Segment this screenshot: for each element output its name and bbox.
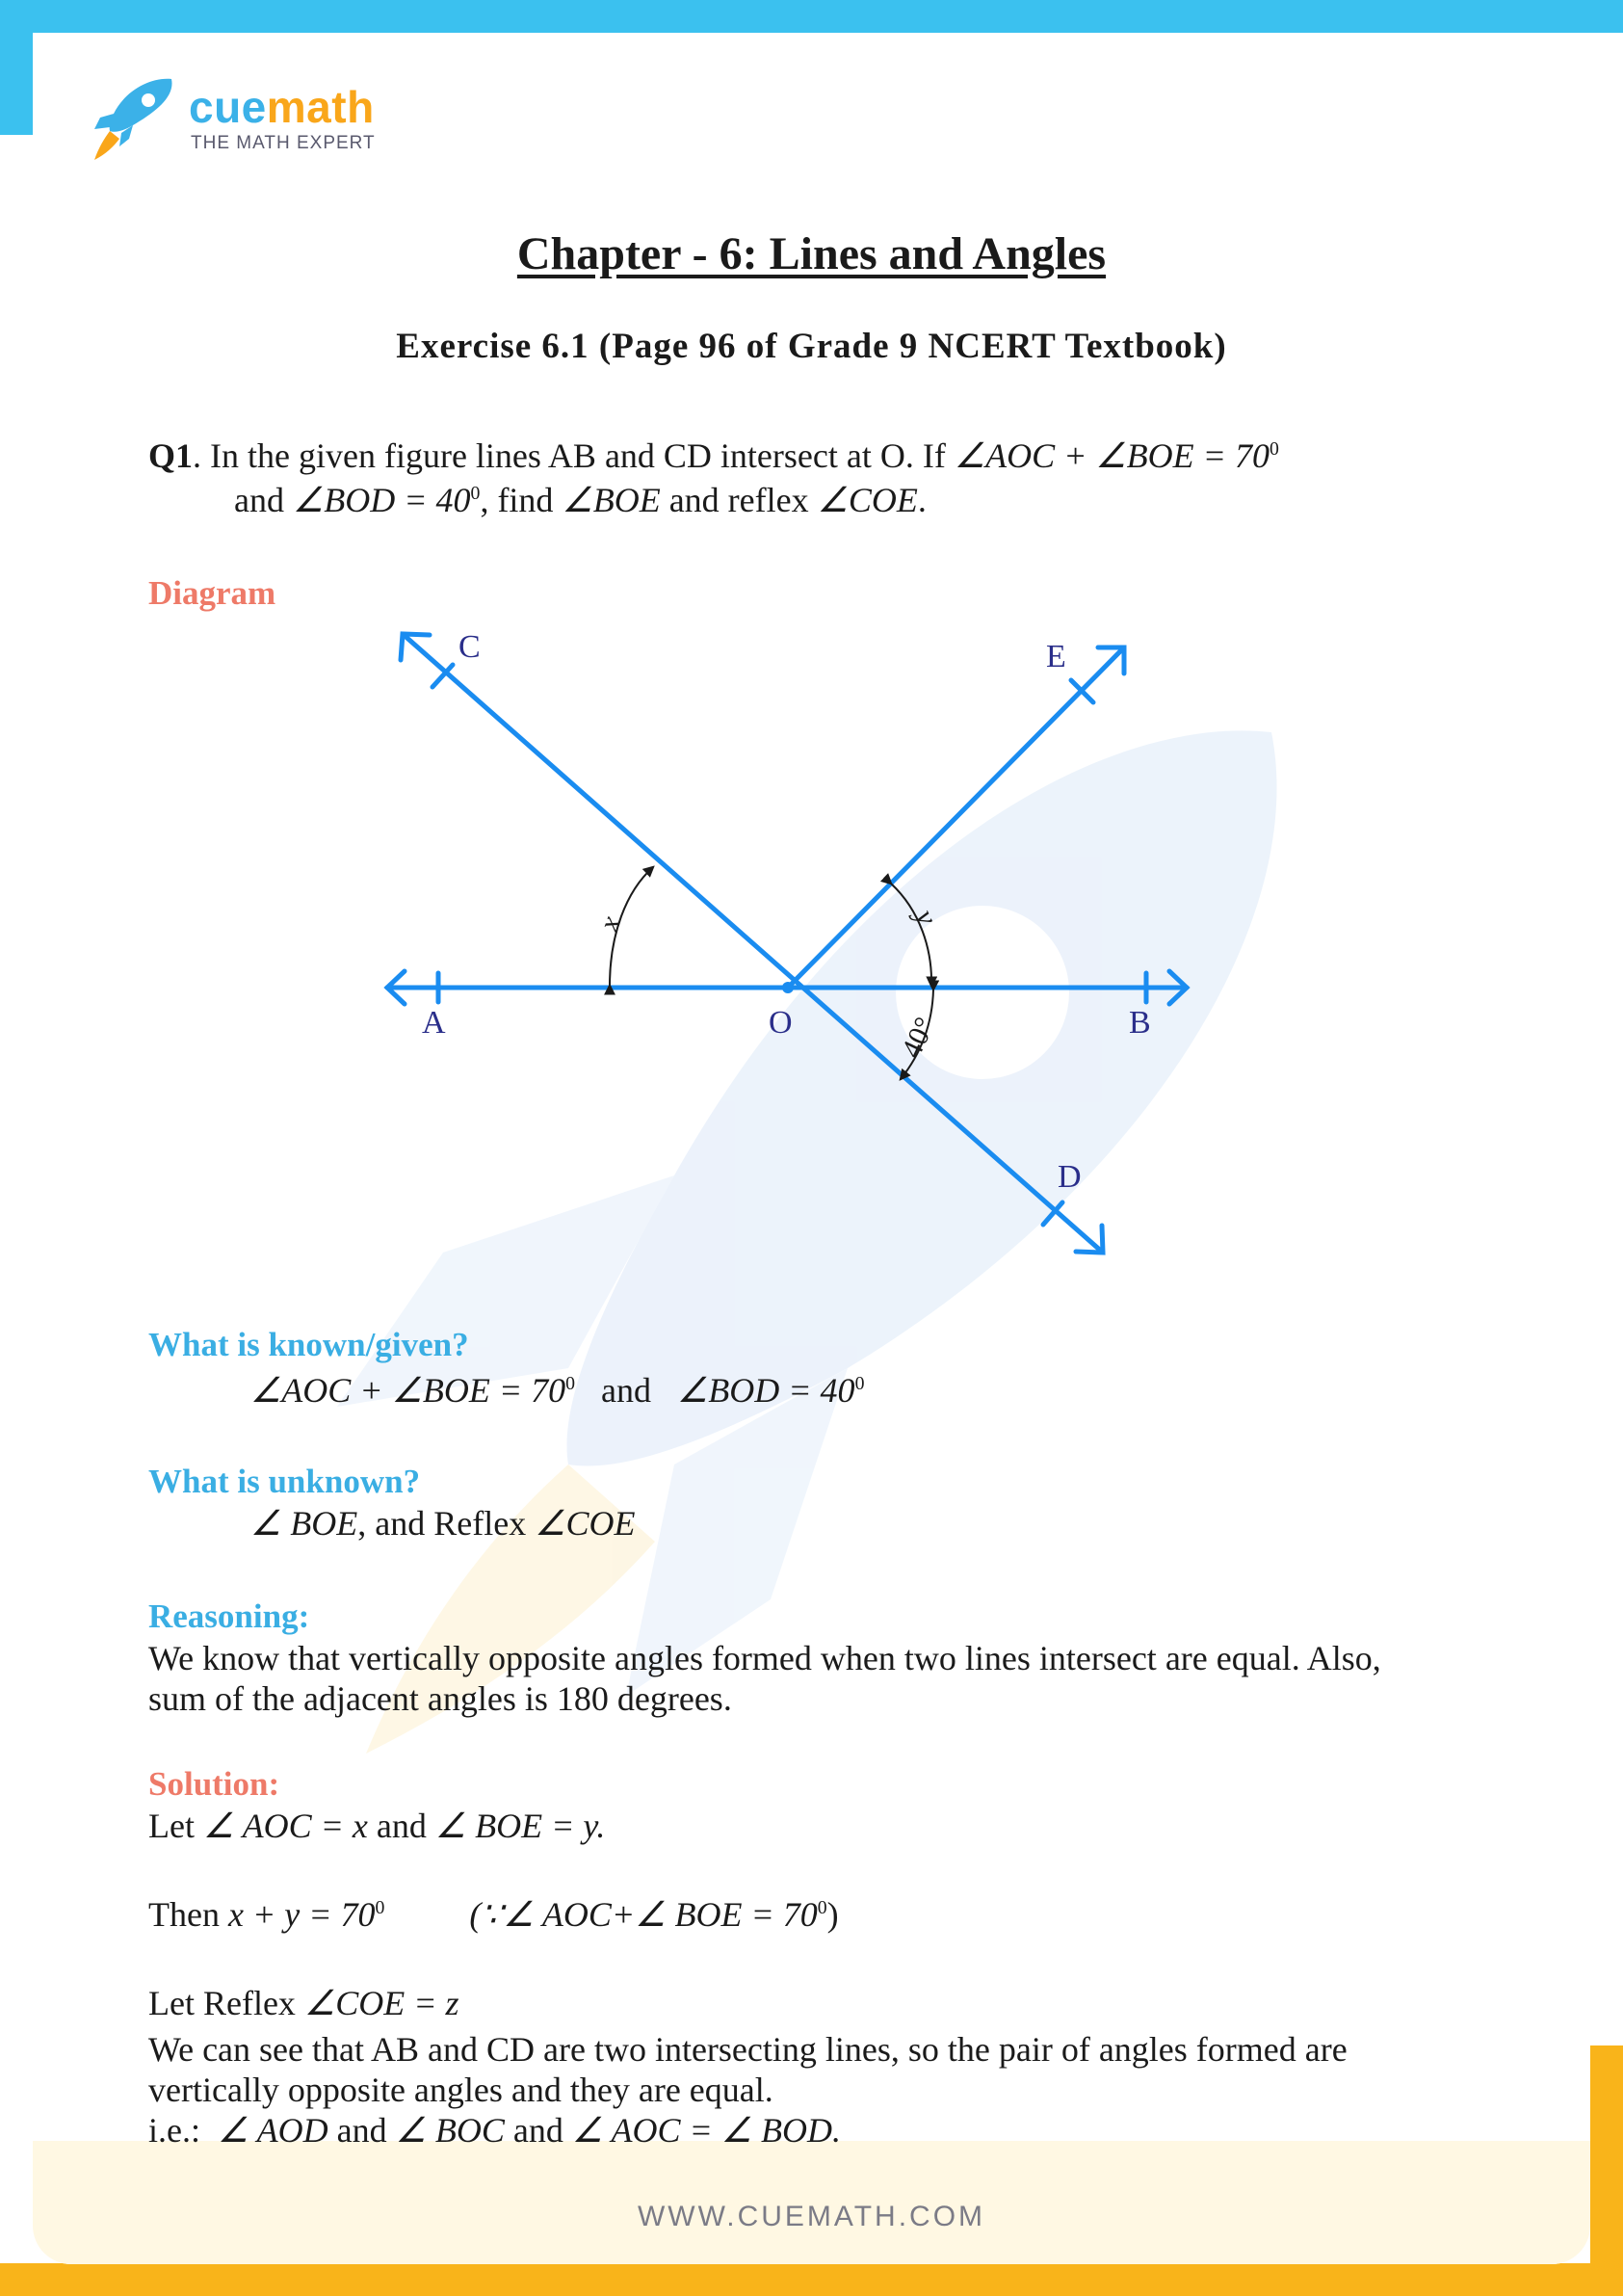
ray-oe — [788, 647, 1124, 988]
question-sup-1: 0 — [1269, 438, 1279, 460]
question-label: Q1 — [148, 436, 194, 475]
unknown-expression: ∠ BOE, and Reflex ∠COE — [250, 1504, 636, 1543]
solution-let-1: Let ∠ AOC = x and ∠ BOE = y. — [148, 1807, 606, 1845]
reasoning-line-2: sum of the adjacent angles is 180 degrees. — [148, 1679, 732, 1718]
reasoning-heading: Reasoning: — [148, 1597, 310, 1635]
brand-name-cue: cue — [189, 82, 267, 132]
solution-para-line-2: vertically opposite angles and they are equal. — [148, 2071, 773, 2109]
unknown-heading: What is unknown? — [148, 1463, 421, 1500]
known-expression: ∠AOC + ∠BOE = $70^0$ and ∠BOD = $40^0$ — [250, 1371, 865, 1410]
solution-let-2: Let Reflex ∠COE = z — [148, 1984, 459, 2022]
label-c: C — [458, 629, 481, 665]
diagram-heading: Diagram — [148, 574, 276, 612]
label-d: D — [1058, 1159, 1082, 1195]
known-heading: What is known/given? — [148, 1326, 469, 1363]
page-title: Chapter - 6: Lines and Angles — [516, 228, 1107, 279]
solution-para-line-1: We can see that AB and CD are two intersecting lines, so the pair of angles formed are — [148, 2030, 1348, 2069]
footer-website-link[interactable]: WWW.CUEMATH.COM — [637, 2201, 986, 2232]
page-subtitle: Exercise 6.1 (Page 96 of Grade 9 NCERT Textbook) — [396, 327, 1227, 366]
solution-heading: Solution: — [148, 1765, 280, 1803]
solution-then: Then $x + y = 70^0$ (∵∠ AOC+∠ BOE = $70^0$) — [148, 1895, 839, 1934]
brand-name-math: math — [266, 82, 375, 132]
right-accent-band — [1590, 2045, 1623, 2296]
brand-tagline: THE MATH EXPERT — [191, 133, 376, 153]
angle-y-label: y — [908, 905, 944, 931]
label-o: O — [769, 1005, 793, 1041]
question-line-2: and ∠BOD = $40^0$, find ∠BOE and reflex ∠COE. — [234, 481, 927, 519]
question-math-2: ∠BOD = 40 — [292, 481, 471, 519]
line-cd — [403, 634, 1103, 1253]
bottom-accent-band — [0, 2263, 1623, 2296]
angle-y-arc — [891, 884, 931, 986]
question-math-1: ∠AOC + ∠BOE = 70 — [954, 436, 1270, 475]
solution-ie-line: i.e.: ∠ AOD and ∠ BOC and ∠ AOC = ∠ BOD. — [148, 2111, 842, 2150]
label-b: B — [1129, 1005, 1151, 1041]
angle-x-label: x — [592, 911, 628, 936]
label-e: E — [1046, 639, 1066, 674]
reasoning-line-1: We know that vertically opposite angles formed when two lines intersect are equal. Also, — [148, 1639, 1381, 1677]
point-o — [782, 982, 794, 993]
angle-bod-label: 40° — [895, 1012, 942, 1063]
question-text: . In the given figure lines AB and CD intersect at O. If — [193, 436, 946, 475]
label-a: A — [422, 1005, 446, 1041]
